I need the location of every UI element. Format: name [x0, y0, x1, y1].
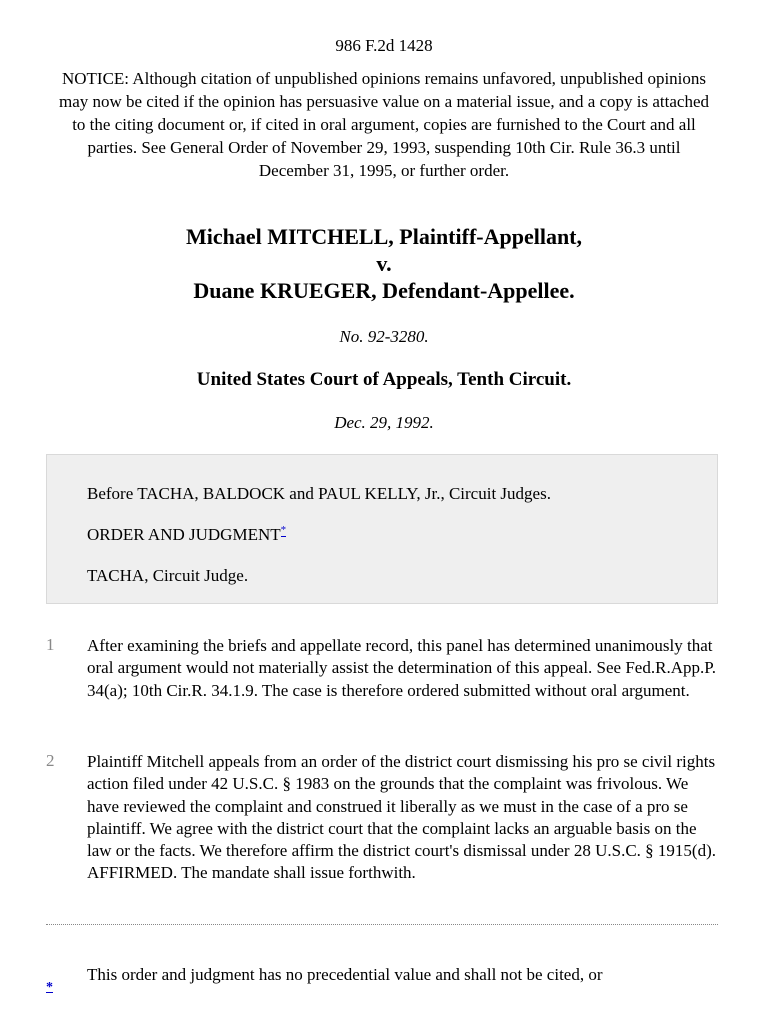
footnote-divider: [46, 924, 718, 925]
court-name: United States Court of Appeals, Tenth Circuit.: [196, 369, 572, 390]
docket-number: No. 92-3280.: [339, 327, 429, 346]
panel-box: [46, 454, 718, 604]
paragraph-text: After examining the briefs and appellate record, this panel has determined unanimously that oral argument would not materially assist the determination of this appeal. See Fed.R.App.P. 34(a); 10th Cir.R. 34.1.9. The case is therefore ordered submitted without oral argument.: [87, 636, 717, 700]
panel-judges: Before TACHA, BALDOCK and PAUL KELLY, Jr., Circuit Judges.: [87, 484, 551, 503]
paragraph-text: Plaintiff Mitchell appeals from an order of the district court dismissing his pro se civil rights action filed under 42 U.S.C. § 1983 on the grounds that the complaint was frivolous. We have reviewed the complaint and construed it liberally as we must in the case of a pro se plaintiff. We agree with the district court that the complaint lacks an arguable basis on the law or the facts. We therefore affirm the district court's dismissal under 28 U.S.C. § 1915(d). AFFIRMED. The mandate shall issue forthwith.: [87, 752, 716, 883]
appellant-name: Michael MITCHELL, Plaintiff-Appellant,: [186, 224, 582, 249]
paragraph-number: 2: [46, 751, 55, 770]
paragraph-number: 1: [46, 635, 55, 654]
order-title-text: ORDER AND JUDGMENT: [87, 525, 281, 544]
footnote-ref-link[interactable]: *: [280, 524, 287, 537]
decision-date: Dec. 29, 1992.: [334, 413, 434, 432]
case-citation: 986 F.2d 1428: [335, 36, 433, 55]
publication-notice: NOTICE: Although citation of unpublished opinions remains unfavored, unpublished opinions may now be cited if the opinion has persuasive value on a material issue, and a copy is attached to the citing document or, if cited in oral argument, copies are furnished to the Court and all parties. See General Order of November 29, 1993, suspending 10th Cir. Rule 36.3 until December 31, 1995, or further order.: [58, 69, 710, 180]
appellee-name: Duane KRUEGER, Defendant-Appellee.: [193, 278, 575, 303]
footnote-text: This order and judgment has no precedential value and shall not be cited, or: [87, 965, 603, 984]
footnote-marker-link[interactable]: *: [46, 980, 53, 995]
versus-label: v.: [376, 251, 392, 276]
opinion-author: TACHA, Circuit Judge.: [87, 566, 249, 585]
order-title: [87, 525, 286, 545]
